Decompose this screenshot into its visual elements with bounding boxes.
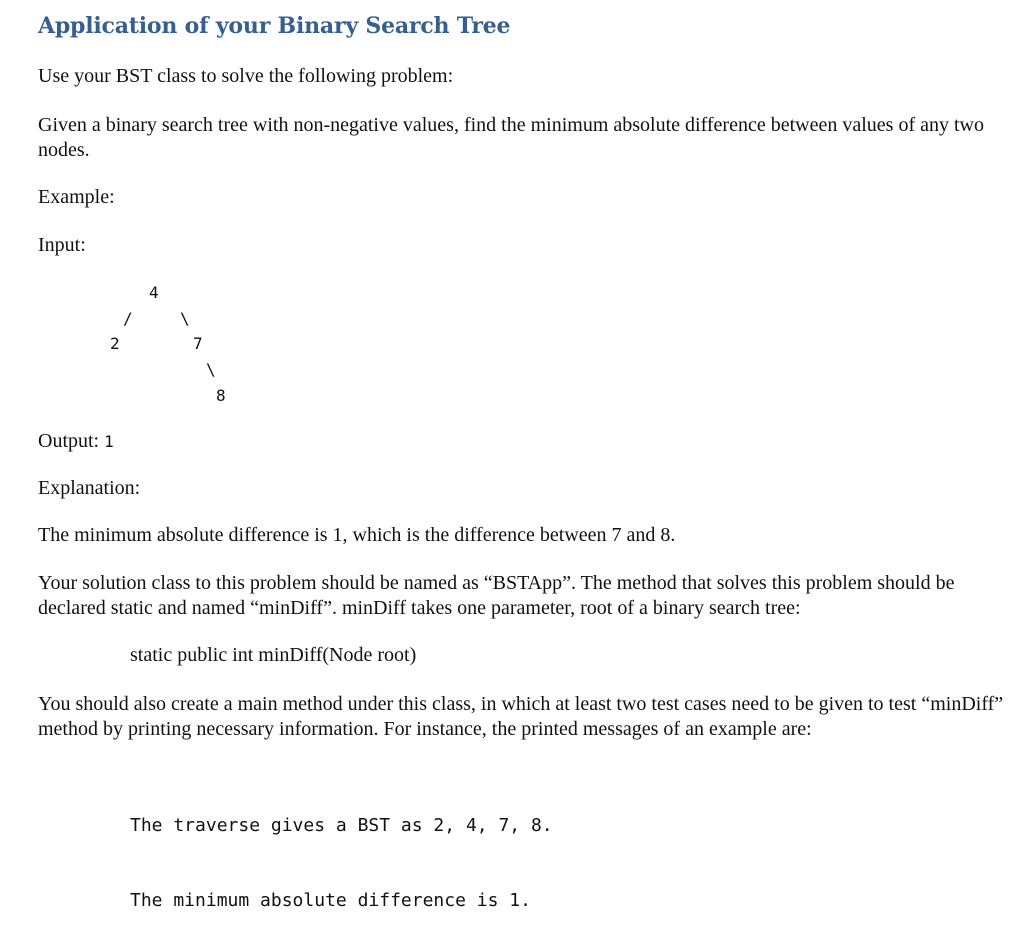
output-label: Output: <box>38 430 105 452</box>
example-label: Example: <box>38 186 115 208</box>
example-output-code <box>130 763 553 938</box>
explanation-text: The minimum absolute difference is 1, which is the difference between 7 and 8. <box>38 524 676 546</box>
intro-paragraph: Use your BST class to solve the following problem: <box>38 65 454 87</box>
input-label: Input: <box>38 234 86 256</box>
tree-edge-left: / <box>123 309 133 328</box>
output-line <box>38 429 114 454</box>
page-title: Application of your Binary Search Tree <box>38 13 511 39</box>
code-line: The traverse gives a BST as 2, 4, 7, 8. <box>130 815 553 836</box>
output-value: 1 <box>104 432 114 451</box>
tree-node-right: 7 <box>193 334 203 353</box>
tree-edge-right-right: \ <box>206 360 216 379</box>
problem-statement: Given a binary search tree with non-negative values, find the minimum absolute difference between values of any two nodes. <box>38 114 984 161</box>
tree-node-root: 4 <box>149 283 159 302</box>
tree-edge-right: \ <box>180 309 190 328</box>
solution-paragraph: Your solution class to this problem should be named as “BSTApp”. The method that solves this problem should be declared static and named “minDiff”. minDiff takes one parameter, root of a binary search tree: <box>38 572 955 619</box>
explanation-label: Explanation: <box>38 477 141 499</box>
main-method-paragraph: You should also create a main method under this class, in which at least two test cases need to be given to test “minDiff” method by printing necessary information. For instance, the printed messages of an example are: <box>38 693 1004 740</box>
tree-node-right-right: 8 <box>216 386 226 405</box>
example-tree <box>38 278 298 408</box>
method-signature: static public int minDiff(Node root) <box>130 644 417 666</box>
code-line: The minimum absolute difference is 1. <box>130 890 531 911</box>
tree-node-left: 2 <box>110 334 120 353</box>
